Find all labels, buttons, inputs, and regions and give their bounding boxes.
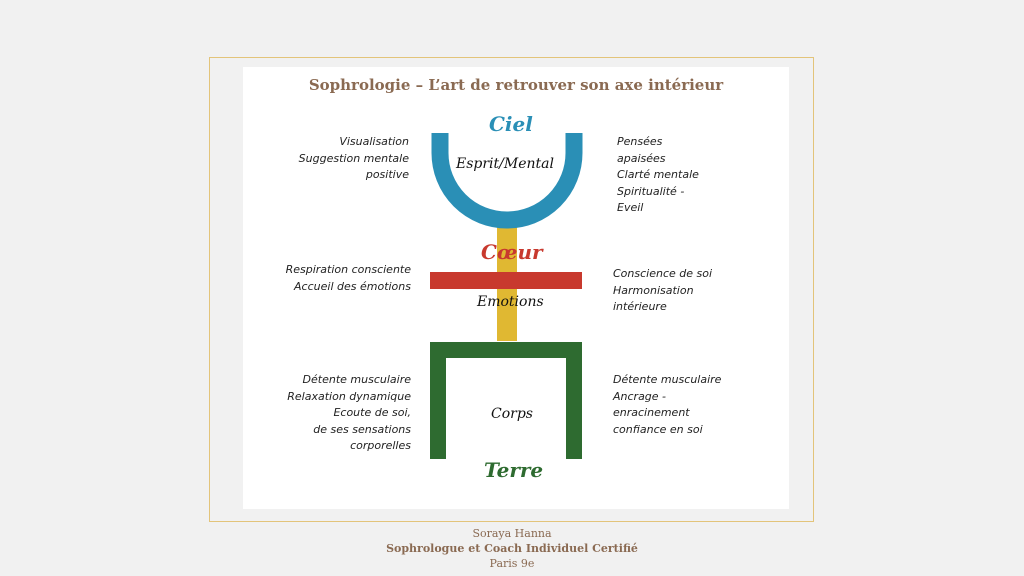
footer-location: Paris 9e [489,557,535,570]
right-note-mental [617,134,699,217]
note-line: Détente musculaire [613,373,722,386]
note-line: de ses sensations [313,422,411,436]
left-note-corps [287,372,411,455]
diagram-title: Sophrologie – L’art de retrouver son axe intérieur [308,76,724,94]
emotions-label: Emotions [477,294,544,310]
note-line: Eveil [617,201,644,215]
note-line: Pensées [617,135,663,148]
note-line: corporelles [350,439,411,453]
footer-name: Soraya Hanna [472,527,552,540]
note-line: Détente musculaire [302,373,411,386]
diagram-card [243,67,789,509]
note-line: confiance en soi [613,422,703,436]
note-line: intérieure [613,300,667,314]
note-line: positive [365,168,409,182]
note-line: apaisées [617,151,666,165]
terre-label: Terre [484,458,544,482]
right-note-emotions [613,266,712,316]
esprit-mental-label: Esprit/Mental [456,156,554,172]
note-line: Suggestion mentale [298,151,409,165]
right-note-corps [613,372,721,438]
note-line: Harmonisation [613,283,694,297]
note-line: Respiration consciente [285,263,411,276]
note-line: Accueil des émotions [294,279,411,293]
note-line: Visualisation [339,135,409,148]
note-line: Ancrage - [613,389,667,403]
coeur-label: Cœur [481,240,543,264]
left-note-emotions [286,262,411,295]
note-line: Clarté mentale [617,168,699,182]
note-line: Conscience de soi [613,267,713,280]
terre-stool-shape [438,350,574,459]
footer-role: Sophrologue et Coach Individuel Certifié [386,542,638,555]
ciel-label: Ciel [489,112,533,136]
note-line: Ecoute de soi, [333,406,411,420]
ciel-cup-shape [440,133,574,220]
coeur-bar-shape [430,272,582,289]
note-line: Spiritualité - [617,184,685,198]
left-note-mental [299,134,409,184]
note-line: enracinement [613,406,690,420]
corps-label: Corps [491,406,533,422]
note-line: Relaxation dynamique [287,389,411,403]
